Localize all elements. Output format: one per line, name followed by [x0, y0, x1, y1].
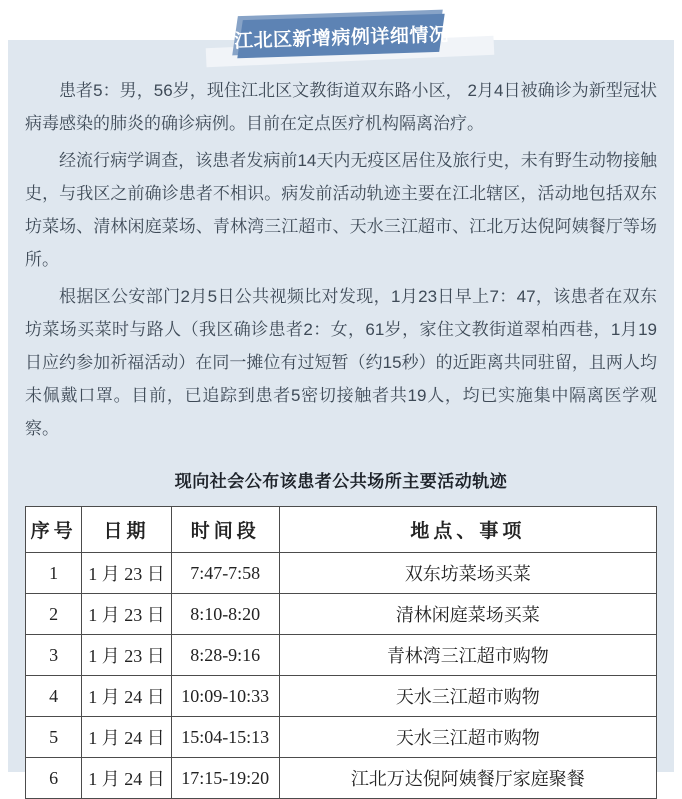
table-row	[26, 594, 657, 635]
table-row	[26, 758, 657, 799]
paragraph-patient-info: 患者5：男，56岁，现住江北区文教街道双东路小区， 2月4日被确诊为新型冠状病毒感染的肺炎的确诊病例。目前在定点医疗机构隔离治疗。	[25, 81, 657, 133]
cell-place: 双东坊菜场买菜	[279, 553, 656, 594]
activity-track-table	[25, 506, 657, 799]
cell-serial: 4	[26, 676, 82, 717]
cell-place: 天水三江超市购物	[279, 676, 656, 717]
header-date: 日期	[82, 507, 172, 553]
cell-date: 1 月 24 日	[82, 717, 172, 758]
cell-date: 1 月 23 日	[82, 594, 172, 635]
cell-place: 江北万达倪阿姨餐厅家庭聚餐	[279, 758, 656, 799]
cell-serial: 3	[26, 635, 82, 676]
cell-time: 17:15-19:20	[171, 758, 279, 799]
header-time: 时间段	[171, 507, 279, 553]
cell-date: 1 月 23 日	[82, 553, 172, 594]
cell-place: 清林闲庭菜场买菜	[279, 594, 656, 635]
cell-time: 15:04-15:13	[171, 717, 279, 758]
header-banner	[233, 14, 449, 59]
table-row	[26, 676, 657, 717]
paragraph-epidemiology: 经流行病学调查，该患者发病前14天内无疫区居住及旅行史，未有野生动物接触史，与我区之前确诊患者不相识。病发前活动轨迹主要在江北辖区，活动地包括双东坊菜场、清林闲庭菜场、青林湾三江超市、天水三江超市、江北万达倪阿姨餐厅等场所。	[25, 151, 657, 269]
table-row	[26, 635, 657, 676]
cell-time: 8:28-9:16	[171, 635, 279, 676]
cell-time: 10:09-10:33	[171, 676, 279, 717]
cell-date: 1 月 23 日	[82, 635, 172, 676]
cell-date: 1 月 24 日	[82, 676, 172, 717]
table-row	[26, 717, 657, 758]
cell-serial: 1	[26, 553, 82, 594]
header-serial: 序号	[26, 507, 82, 553]
cell-serial: 6	[26, 758, 82, 799]
cell-serial: 5	[26, 717, 82, 758]
activity-table-title: 现向社会公布该患者公共场所主要活动轨迹	[174, 472, 508, 491]
cell-time: 7:47-7:58	[171, 553, 279, 594]
header-place: 地点、事项	[279, 507, 656, 553]
paragraph-video-trace: 根据区公安部门2月5日公共视频比对发现，1月23日早上7：47，该患者在双东坊菜场买菜时与路人（我区确诊患者2：女，61岁，家住文教街道翠柏西巷，1月19日应约参加祈福活动）在同一摊位有过短暂（约15秒）的近距离共同驻留，且两人均未佩戴口罩。目前，已追踪到患者5密切接触者共19人，均已实施集中隔离医学观察。	[25, 287, 657, 438]
cell-place: 青林湾三江超市购物	[279, 635, 656, 676]
page-title: 江北区新增病例详细情况	[233, 24, 449, 52]
cell-place: 天水三江超市购物	[279, 717, 656, 758]
cell-time: 8:10-8:20	[171, 594, 279, 635]
notice-body	[25, 74, 657, 799]
table-row	[26, 553, 657, 594]
cell-serial: 2	[26, 594, 82, 635]
cell-date: 1 月 24 日	[82, 758, 172, 799]
table-header-row	[26, 507, 657, 553]
